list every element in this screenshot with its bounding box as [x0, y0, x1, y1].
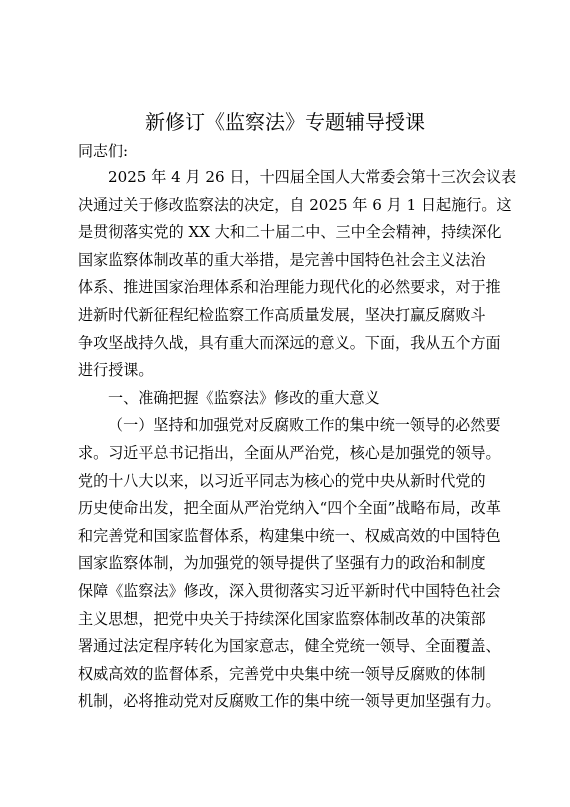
paragraph-line: 是贯彻落实党的 XX 大和二十届二中、三中全会精神，持续深化 [78, 223, 502, 242]
paragraph-line: 党的十八大以来，以习近平同志为核心的党中央从新时代党的 [78, 471, 486, 490]
paragraph-line: 争攻坚战持久战，具有重大而深远的意义。下面，我从五个方面 [78, 333, 501, 352]
paragraph-line: 2025 年 4 月 26 日，十四届全国人大常委会第十三次会议表 [108, 168, 517, 186]
document-body [78, 164, 517, 716]
paragraph-line: 体系、推进国家治理体系和治理能力现代化的必然要求，对于推 [78, 278, 501, 297]
section-heading: 一、准确把握《监察法》修改的重大意义 [108, 388, 380, 407]
salutation: 同志们: [78, 142, 129, 160]
paragraph-line: 署通过法定程序转化为国家意志，健全党统一领导、全面覆盖、 [78, 637, 501, 656]
subsection-heading-line: （一）坚持和加强党对反腐败工作的集中统一领导的必然要 [108, 416, 501, 435]
document-title: 新修订《监察法》专题辅导授课 [145, 110, 425, 134]
paragraph-line: 历史使命出发，把全面从严治党纳入“四个全面”战略布局，改革 [78, 499, 501, 518]
paragraph-line: 进新时代新征程纪检监察工作高质量发展，坚决打赢反腐败斗 [78, 305, 486, 324]
paragraph-line: 国家监察体制，为加强党的领导提供了坚强有力的政治和制度 [78, 554, 486, 573]
paragraph-line: 机制，必将推动党对反腐败工作的集中统一领导更加坚强有力。 [78, 692, 501, 711]
paragraph-line: 国家监察体制改革的重大举措，是完善中国特色社会主义法治 [78, 250, 486, 269]
paragraph-line: 求。习近平总书记指出，全面从严治党，核心是加强党的领导。 [78, 443, 501, 462]
paragraph-line: 主义思想，把党中央关于持续深化国家监察体制改革的决策部 [78, 609, 486, 628]
paragraph-line: 保障《监察法》修改，深入贯彻落实习近平新时代中国特色社会 [78, 581, 501, 600]
paragraph-line: 进行授课。 [78, 361, 154, 380]
paragraph-line: 和完善党和国家监督体系，构建集中统一、权威高效的中国特色 [78, 526, 501, 545]
paragraph-line: 决通过关于修改监察法的决定，自 2025 年 6 月 1 日起施行。这 [78, 195, 512, 214]
paragraph-line: 权威高效的监督体系，完善党中央集中统一领导反腐败的体制 [78, 664, 486, 683]
